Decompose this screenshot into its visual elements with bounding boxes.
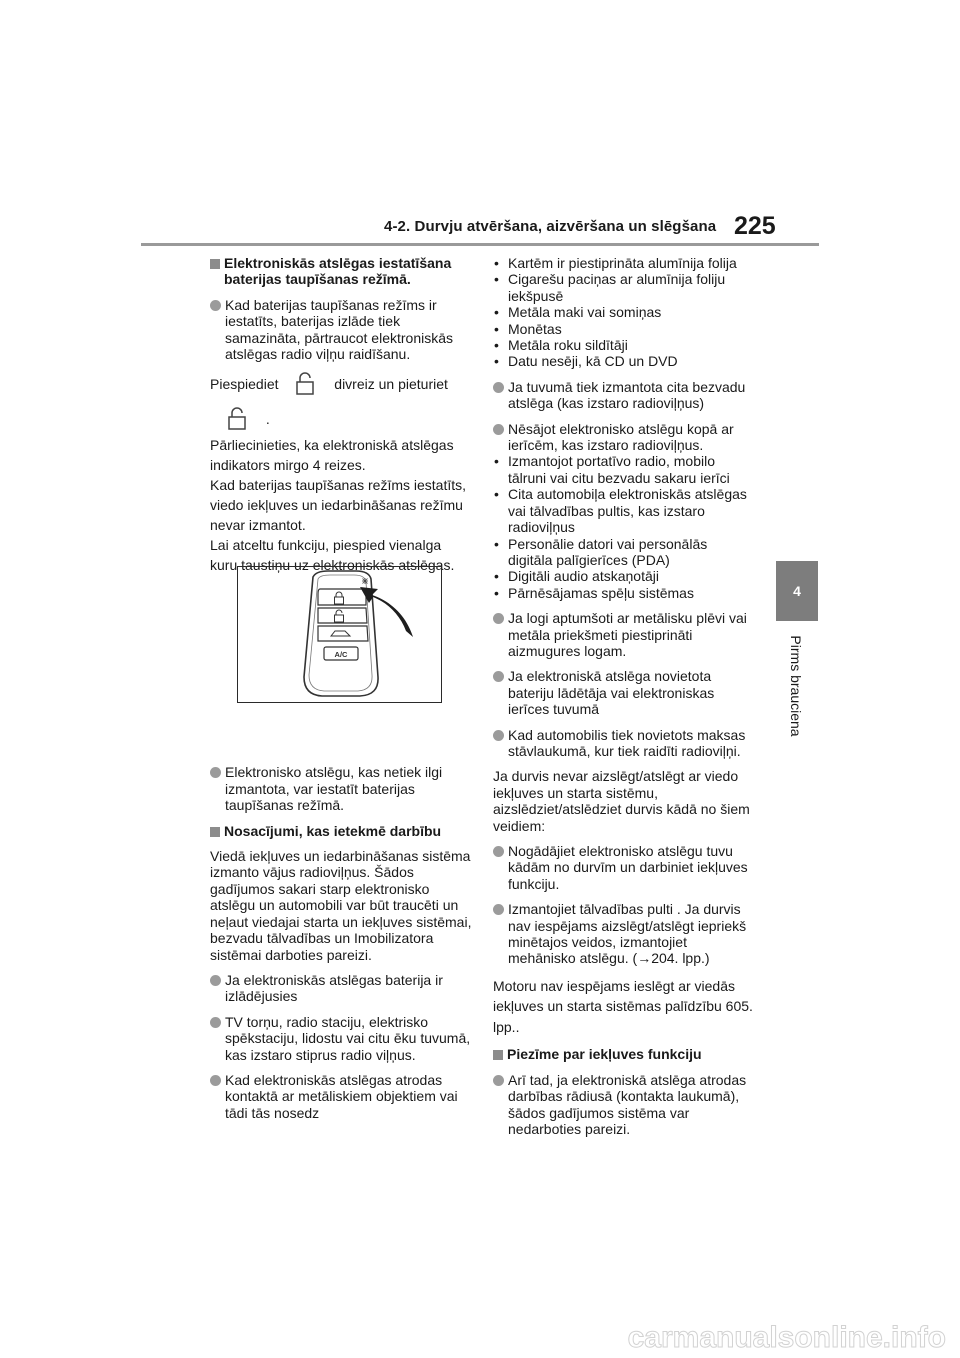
key-fob-illustration (237, 566, 442, 703)
lock-icon (335, 592, 344, 604)
circle-bullet-icon (210, 767, 221, 778)
arrow-ref-icon: → (637, 950, 652, 967)
circle-bullet-icon (210, 300, 221, 311)
chapter-label-text: Pirms brauciena (788, 635, 804, 737)
list-item: • Cigarešu paciņas ar alumīnija foliju iekšpusē (493, 271, 755, 304)
bullet-text: Arī tad, ja elektroniskā atslēga atrodas darbības rādiusā (kontakta laukumā), šādos gadījumos sistēma var nedarboties pareizi. (508, 1071, 747, 1137)
section-heading (210, 823, 472, 839)
section-heading (210, 255, 472, 288)
circle-bullet-icon (493, 730, 504, 741)
circle-bullet-icon (493, 904, 504, 915)
bullet-item (493, 843, 755, 892)
bullet-item (493, 610, 755, 659)
unlock-icon (226, 406, 248, 435)
list-item: • Personālie datori vai personālās digitāla palīgierīces (PDA) (493, 536, 755, 569)
bullet-item (210, 972, 472, 1005)
car-icon (331, 631, 350, 636)
bullet-text: Kad baterijas taupīšanas režīms ir iestatīts, baterijas izlāde tiek samazināta, pārtraucot elektroniskās atslēgas radio viļņu raidīšanu. (225, 296, 453, 363)
right-column (493, 255, 755, 1146)
ac-button-label: A/C (334, 650, 348, 659)
circle-bullet-icon (493, 424, 504, 435)
circle-bullet-icon (210, 975, 221, 986)
bullet-text: Ja tuvumā tiek izmantota cita bezvadu atslēga (kas izstaro radioviļņus) (508, 378, 746, 412)
bullet-item (210, 1072, 472, 1121)
list-item: • Kartēm ir piestiprināta alumīnija folija (493, 255, 755, 271)
bullet-item (493, 1072, 755, 1138)
header-rule (141, 243, 819, 246)
heading-text: Piezīme par iekļuves funkciju (507, 1046, 702, 1063)
bullet-text: Ja logi aptumšoti ar metālisku plēvi vai metāla priekšmeti piestiprināti aizmugures logam. (508, 610, 747, 659)
paragraph: Pārliecinieties, ka elektroniskā atslēgas indikators mirgo 4 reizes. (210, 437, 454, 474)
paragraph: Motoru nav iespējams ieslēgt ar viedās iekļuves un starta sistēmas palīdzību 605. lpp.. (493, 977, 753, 1035)
circle-bullet-icon (210, 1075, 221, 1086)
dash-list (493, 255, 755, 370)
press-text-b: divreiz un pieturiet (334, 376, 448, 393)
press-text-c: . (265, 411, 270, 428)
bullet-item (493, 668, 755, 717)
watermark (548, 1320, 948, 1356)
bullet-text: Elektronisko atslēgu, kas netiek ilgi izmantota, var iestatīt baterijas taupīšanas režīmā. (225, 764, 443, 814)
bullet-item (493, 727, 755, 760)
list-item: • Monētas (493, 321, 755, 337)
list-item: • Metāla maki vai somiņas (493, 304, 755, 320)
press-text-a: Piespiediet (210, 376, 279, 393)
heading-text: Nosacījumi, kas ietekmē darbību (224, 822, 442, 839)
heading-text: Elektroniskās atslēgas iestatīšana baterijas taupīšanas režīmā. (224, 255, 452, 288)
page-number: 225 (734, 212, 776, 240)
chapter-tab[interactable]: 4 (776, 561, 818, 621)
bullet-text-a: Izmantojiet tālvadības pulti . Ja durvis nav iespējams aizslēgt/atslēgt iepriekš minētajos veidos, izmantojiet mehānisko atslēgu. ( (508, 901, 747, 967)
circle-bullet-icon (493, 382, 504, 393)
bullet-text: TV torņu, radio staciju, elektrisko spēkstaciju, lidostu vai citu ēku tuvumā, kas izstaro stiprus radio viļņus. (225, 1013, 471, 1063)
dash-list (493, 453, 755, 601)
list-item: • Cita automobiļa elektroniskās atslēgas vai tālvadības pultis, kas izstaro radioviļņus (493, 486, 755, 535)
square-bullet-icon (493, 1050, 503, 1060)
circle-bullet-icon (493, 1075, 504, 1086)
paragraph: Viedā iekļuves un iedarbināšanas sistēma izmanto vājus radioviļņus. Šādos gadījumos sakari starp elektronisko atslēgu un automobili var būt traucēti un neļaut viedajai starta un iekļuves sistēmai, bezvadu tālvadības un Imobilizatora sistēmai darboties pareizi. (210, 848, 472, 963)
chapter-label (766, 626, 826, 746)
square-bullet-icon (210, 827, 220, 837)
trunk-button (318, 626, 368, 641)
bullet-text: Nogādājiet elektronisko atslēgu tuvu kādām no durvīm un darbiniet iekļuves funkciju. (508, 843, 748, 892)
page-header-title: 4-2. Durvju atvēršana, aizvēršana un slēgšana (384, 218, 717, 235)
list-item: • Izmantojot portatīvo radio, mobilo tālruni vai citu bezvadu sakaru ierīci (493, 453, 755, 486)
list-item: • Digitāli audio atskaņotāji (493, 568, 755, 584)
bullet-text: Kad automobilis tiek novietots maksas stāvlaukumā, kur tiek raidīti radioviļņi. (508, 726, 746, 759)
bullet-item (493, 379, 755, 412)
list-item: • Metāla roku sildītāji (493, 337, 755, 353)
bullet-item (210, 297, 472, 363)
unlock-icon (335, 610, 344, 622)
lock-icon (294, 371, 316, 400)
bullet-text: Ja elektroniskā atslēga novietota bateriju lādētāja vai elektroniskas ierīces tuvumā (508, 668, 715, 718)
press-instruction (210, 371, 472, 400)
list-item: • Pārnēsājamas spēļu sistēmas (493, 585, 755, 601)
bullet-text-b: 204. lpp.) (651, 950, 710, 967)
paragraph: Ja durvis nevar aizslēgt/atslēgt ar viedo iekļuves un starta sistēmu, aizslēdziet/atslēdziet durvis kādā no šiem veidiem: (493, 768, 750, 834)
circle-bullet-icon (493, 671, 504, 682)
square-bullet-icon (210, 259, 220, 269)
bullet-item (210, 1014, 472, 1063)
bullet-text: Ja elektroniskās atslēgas baterija ir izlādējusies (225, 971, 443, 1005)
section-heading (493, 1046, 755, 1062)
bullet-text: Nēsājot elektronisko atslēgu kopā ar ierīcēm, kas izstaro radioviļņus. (508, 420, 734, 454)
led-indicator-icon (362, 578, 368, 584)
list-item: • Datu nesēji, kā CD un DVD (493, 353, 755, 369)
bullet-item (210, 764, 472, 813)
bullet-text: Kad elektroniskās atslēgas atrodas kontaktā ar metāliskiem objektiem vai tādi tās nosedz (225, 1071, 458, 1121)
circle-bullet-icon (493, 846, 504, 857)
press-instruction-cont (226, 406, 472, 435)
circle-bullet-icon (210, 1017, 221, 1028)
watermark-text: carmanualsonline.info (627, 1321, 946, 1354)
paragraph: Kad baterijas taupīšanas režīms iestatīts, viedo iekļuves un iedarbināšanas režīmu nevar izmantot. (210, 477, 467, 534)
circle-bullet-icon (493, 613, 504, 624)
bullet-item (493, 421, 755, 454)
bullet-item (493, 901, 755, 967)
paragraph: Lai atceltu funkciju, piespied vienalga kuru taustiņu uz elektroniskās atslēgas. (210, 537, 455, 574)
